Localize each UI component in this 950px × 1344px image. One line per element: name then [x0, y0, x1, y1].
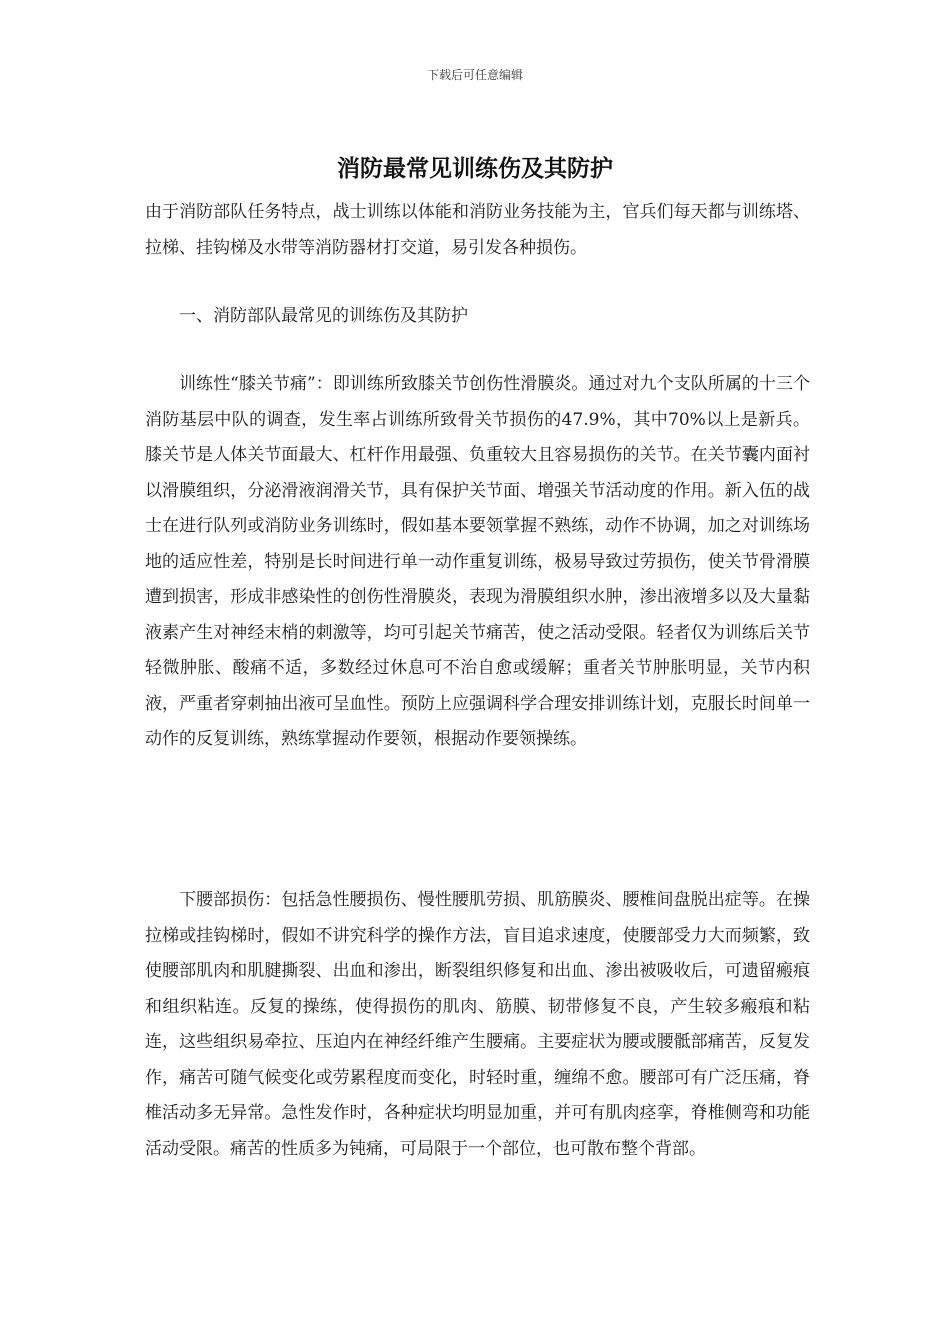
paragraph-lower-back-injury: 下腰部损伤：包括急性腰损伤、慢性腰肌劳损、肌筋膜炎、腰椎间盘脱出症等。在操拉梯或挂钩梯时，假如不讲究科学的操作方法，盲目追求速度，使腰部受力大而频繁，致使腰部肌肉和肌腱撕裂、出血和渗出，断裂组织修复和出血、渗出被吸收后，可遗留瘢痕和组织粘连。反复的操练，使得损伤的肌肉、筋膜、韧带修复不良，产生较多瘢痕和粘连，这些组织易牵拉、压迫内在神经纤维产生腰痛。主要症状为腰或腰骶部痛苦，反复发作，痛苦可随气候变化或劳累程度而变化，时轻时重，缠绵不愈。腰部可有广泛压痛，脊椎活动多无异常。急性发作时，各种症状均明显加重，并可有肌肉痉挛，脊椎侧弯和功能活动受限。痛苦的性质多为钝痛，可局限于一个部位，也可散布整个背部。	[145, 890, 810, 1159]
section-heading: 一、消防部队最常见的训练伤及其防护	[179, 306, 468, 326]
paragraph-knee-injury: 训练性“膝关节痛”：即训练所致膝关节创伤性滑膜炎。通过对九个支队所属的十三个消防基层中队的调查，发生率占训练所致骨关节损伤的47.9%，其中70%以上是新兵。膝关节是人体关节面最大、杠杆作用最强、负重较大且容易损伤的关节。在关节囊内面衬以滑膜组织，分泌滑液润滑关节，具有保护关节面、增强关节活动度的作用。新入伍的战士在进行队列或消防业务训练时，假如基本要领掌握不熟练，动作不协调，加之对训练场地的适应性差，特别是长时间进行单一动作重复训练，极易导致过劳损伤，使关节骨滑膜遭到损害，形成非感染性的创伤性滑膜炎，表现为滑膜组织水肿，渗出液增多以及大量黏液素产生对神经末梢的刺激等，均可引起关节痛苦，使之活动受限。轻者仅为训练后关节轻微肿胀、酸痛不适，多数经过休息可不治自愈或缓解；重者关节肿胀明显，关节内积液，严重者穿刺抽出液可呈血性。预防上应强调科学合理安排训练计划，克服长时间单一动作的反复训练，熟练掌握动作要领，根据动作要领操练。	[145, 374, 810, 749]
page-header-note: 下载后可任意编辑	[426, 68, 523, 82]
document-title: 消防最常见训练伤及其防护	[337, 155, 613, 182]
intro-paragraph: 由于消防部队任务特点，战士训练以体能和消防业务技能为主，官兵们每天都与训练塔、拉梯、挂钩梯及水带等消防器材打交道，易引发各种损伤。	[145, 202, 810, 258]
